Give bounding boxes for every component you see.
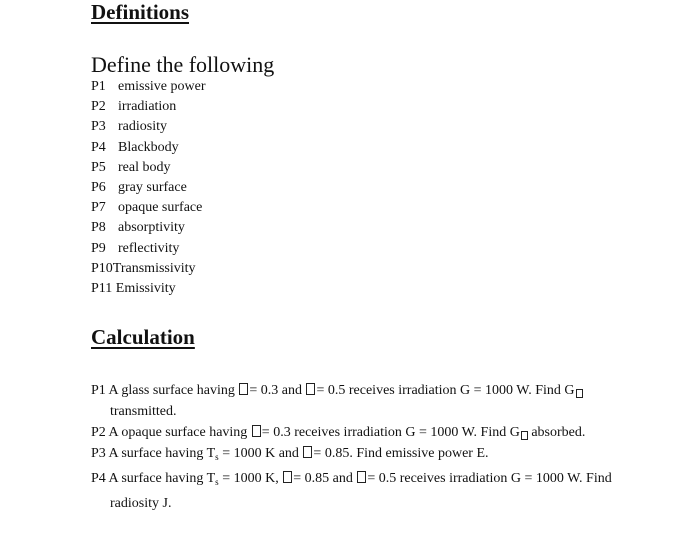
item-number: P10 — [91, 260, 113, 276]
missing-symbol-icon — [576, 389, 583, 398]
item-term: Emissivity — [115, 280, 176, 296]
subscript: s — [215, 477, 219, 487]
definitions-heading: Definitions — [91, 0, 190, 24]
list-item — [91, 178, 205, 198]
missing-symbol-icon — [303, 446, 312, 458]
item-number: P3 — [91, 119, 106, 135]
problem-p2 — [91, 422, 681, 443]
item-number: P8 — [91, 220, 106, 236]
problem-text: P1 A glass surface having — [91, 383, 235, 398]
problem-text: absorbed. — [531, 425, 586, 440]
item-number: P7 — [91, 200, 106, 216]
calculation-heading: Calculation — [91, 325, 195, 349]
problem-text: = 0.3 and — [249, 383, 302, 398]
item-term: gray surface — [118, 179, 187, 195]
item-term: opaque surface — [118, 200, 203, 216]
missing-symbol-icon — [239, 383, 248, 395]
problem-text: = 1000 K, — [222, 471, 279, 486]
item-term: emissive power — [118, 79, 206, 94]
problem-text: P3 A surface having T — [91, 446, 216, 461]
problem-text: = 0.85 and — [293, 471, 353, 486]
problem-text: = 0.85. Find emissive power E. — [313, 446, 489, 461]
item-number: P4 — [91, 139, 106, 155]
item-term: reflectivity — [118, 240, 180, 256]
list-item — [91, 117, 205, 137]
list-item — [91, 198, 205, 218]
problem-p1 — [91, 380, 681, 422]
problem-text: = 0.3 receives irradiation G = 1000 W. Find G — [261, 425, 520, 440]
item-number: P11 — [91, 280, 113, 296]
item-number: P6 — [91, 179, 106, 195]
list-item — [91, 279, 205, 299]
item-term: Transmissivity — [112, 260, 196, 276]
missing-symbol-icon — [306, 383, 315, 395]
item-term: absorptivity — [118, 220, 185, 236]
problem-p3 — [91, 443, 681, 468]
problem-text: transmitted. — [110, 404, 177, 419]
problem-text: P4 A surface having T — [91, 471, 216, 486]
definitions-list — [91, 77, 205, 299]
list-item — [91, 77, 205, 97]
problem-text: radiosity J. — [110, 496, 172, 511]
item-number: P5 — [91, 159, 106, 175]
problem-p4 — [91, 468, 681, 514]
item-term: radiosity — [118, 119, 167, 135]
missing-symbol-icon — [252, 425, 261, 437]
list-item — [91, 259, 205, 279]
list-item — [91, 218, 205, 238]
item-number: P2 — [91, 99, 106, 115]
calculation-problems — [91, 380, 681, 514]
missing-symbol-icon — [357, 471, 366, 483]
problem-text: = 0.5 receives irradiation G = 1000 W. Find — [367, 471, 612, 486]
problem-text: = 1000 K and — [222, 446, 299, 461]
item-number: P1 — [91, 79, 106, 94]
definitions-subtitle: Define the following — [91, 52, 275, 77]
list-item — [91, 158, 205, 178]
list-item — [91, 138, 205, 158]
subscript: s — [215, 452, 219, 462]
problem-text: P2 A opaque surface having — [91, 425, 248, 440]
item-term: Blackbody — [118, 139, 179, 155]
list-item — [91, 239, 205, 259]
item-number: P9 — [91, 240, 106, 256]
item-term: irradiation — [118, 99, 177, 115]
missing-symbol-icon — [521, 431, 528, 440]
missing-symbol-icon — [283, 471, 292, 483]
list-item — [91, 97, 205, 117]
item-term: real body — [118, 159, 171, 175]
problem-text: = 0.5 receives irradiation G = 1000 W. Find G — [316, 383, 575, 398]
